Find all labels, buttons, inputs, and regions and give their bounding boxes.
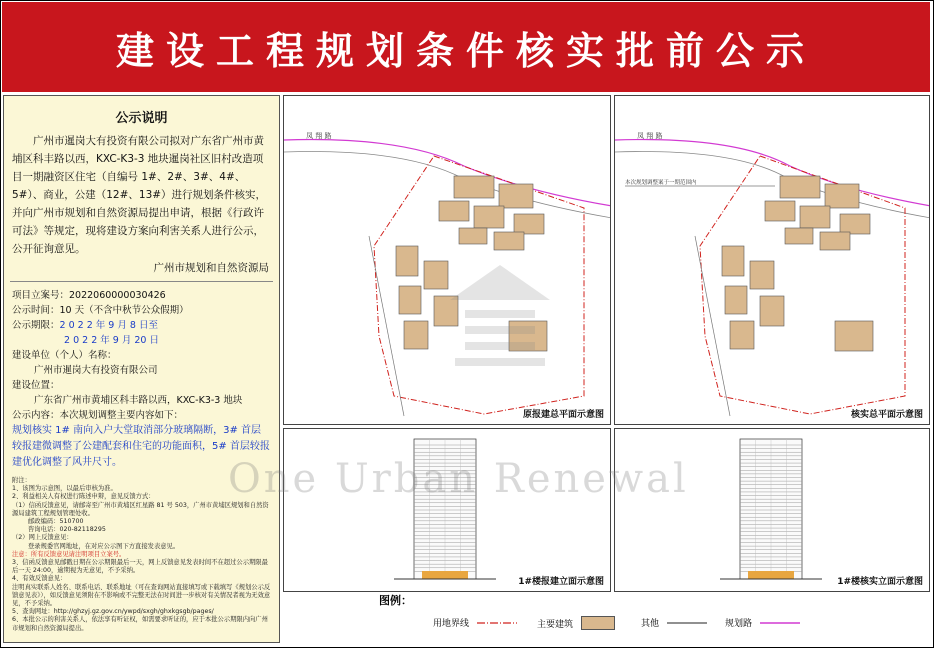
notice-period: 公示时间：10 天（不含中秋节公众假期） [12,305,189,316]
legend-title: 图例： [379,594,412,607]
tower-base [422,571,468,579]
location-label: 建设位置： [12,380,60,391]
note-line: 5、查询网址：http://ghzyj.gz.gov.cn/ywpd/sxgh/ghxkgsgb/pages/ [12,608,214,616]
notice-title: 公示说明 [115,111,168,126]
project-info [12,288,271,423]
note-line: 1、该图为示意图，以最后审核为准。 [12,485,117,493]
elevation-original-panel [283,428,611,592]
elevation-original-drawing [284,429,611,592]
note-line: 6、本批公示的利害关系人，依法享有听证权，如需要求听证的，应于本批公示期限内向广州市规划和自然资源局提出。 [12,616,268,632]
dashdot-line-swatch [477,620,517,626]
note-line: 附注： [12,477,31,484]
legend [283,592,930,642]
elevation-original-caption: 1#楼报建立面示意图 [518,577,604,587]
building-swatch [581,616,615,630]
note-line: 邮政编码：510700 [28,518,84,526]
notice-term-end: 2 0 2 2 年 9 月 20 日 [64,335,159,346]
legend-item-other: 其他 [641,616,707,629]
notice-issuer: 广州市规划和自然资源局 [153,262,269,274]
note-line: 2、利益相关人有权进行陈述申辩，意见反馈方式： [12,493,155,501]
legend-item-planned-road: 规划路 [725,616,800,629]
note-line: 咨询电话：020-82118295 [28,526,106,534]
site-plan-original-caption: 原报建总平面示意图 [522,410,604,420]
content-label: 公示内容：本次规划调整主要内容如下： [12,410,184,421]
tower-base [748,571,794,579]
notice-term: 公示期限：2 0 2 2 年 9 月 8 日至 [12,320,158,331]
adjustment-annotation: 本次规划调整案于一期范围内 [625,180,697,186]
builder-label: 建设单位（个人）名称： [12,350,117,361]
road-label: 凤 翔 路 [637,132,663,140]
divider [10,281,273,282]
site-plan-verified-caption: 核实总平面示意图 [850,410,923,420]
note-line: 3、信函反馈意见邮戳日期在公示期限最后一天，网上反馈意见发表时间不在超过公示期限最后一天 24:00，逾期视为无意见，不予采纳。 [12,559,268,575]
note-line: 4、有效反馈意见： [12,575,67,583]
note-line: 登录规委官网地址，在对应公示图下方直接发表意见。 [28,542,180,550]
page-title: 建设工程规划条件核实批前公示 [115,27,816,73]
note-line: （1）信函反馈意见，请邮寄至广州市黄埔区红星路 81 号 503，广州市黄埔区规划和自然资源局建筑工程规划管理处收。 [12,501,269,517]
notice-panel [3,95,280,643]
site-plan-verified-panel [614,95,930,425]
watermark-logo-icon [445,260,555,370]
project-number: 项目立案号：2022060000030426 [12,290,166,301]
legend-item-building: 主要建筑 [537,616,615,630]
road-label: 凤 翔 路 [306,132,332,140]
elevation-verified-caption: 1#楼核实立面示意图 [837,577,923,587]
elevation-verified-panel [614,428,930,592]
watermark-text: One Urban Renewal [228,456,689,502]
title-banner [2,2,930,92]
magenta-line-swatch [760,620,800,626]
notice-body: 广州市暹岗大有投资有限公司拟对广东省广州市黄埔区科丰路以西，KXC-K3-3 地块暹岗社区旧村改造项目一期融资区住宅（自编号 1#、2#、3#、4#、5#）、商业，公建（12#、13#）进行规划条件核实，并向广州市规划和自然资源局提出申请，根据《行政许可法》等规定，现将建设方案向利害关系人进行公示，公开征询意见。 [12,135,267,255]
location-value: 广东省广州市黄埔区科丰路以西，KXC-K3-3 地块 [34,395,243,406]
note-line: 注意：所有反馈意见请注明项目立案号。 [12,550,126,558]
elevation-verified-drawing [615,429,930,592]
note-line: （2）网上反馈意见： [12,534,73,542]
note-line: 注明真实联系人姓名、联系电话、联系地址（可在查询网站直接填写或下载填写《规划公示反馈意见表》），如反馈意见须附在不影响或不完整无法在时间进一步核对有关情况者视为无效意见，不予采纳。 [12,583,271,608]
legend-item-boundary: 用地界线 [433,616,517,629]
builder-name: 广州市暹岗大有投资有限公司 [34,365,158,376]
content-description: 规划核实 1# 南向入户大堂取消部分玻璃隔断，3# 首层较报建微调整了公建配套和住宅的功能面积，5# 首层较报建优化调整了风井尺寸。 [12,425,270,468]
site-plan-verified-drawing [615,96,930,425]
line-swatch [667,620,707,626]
